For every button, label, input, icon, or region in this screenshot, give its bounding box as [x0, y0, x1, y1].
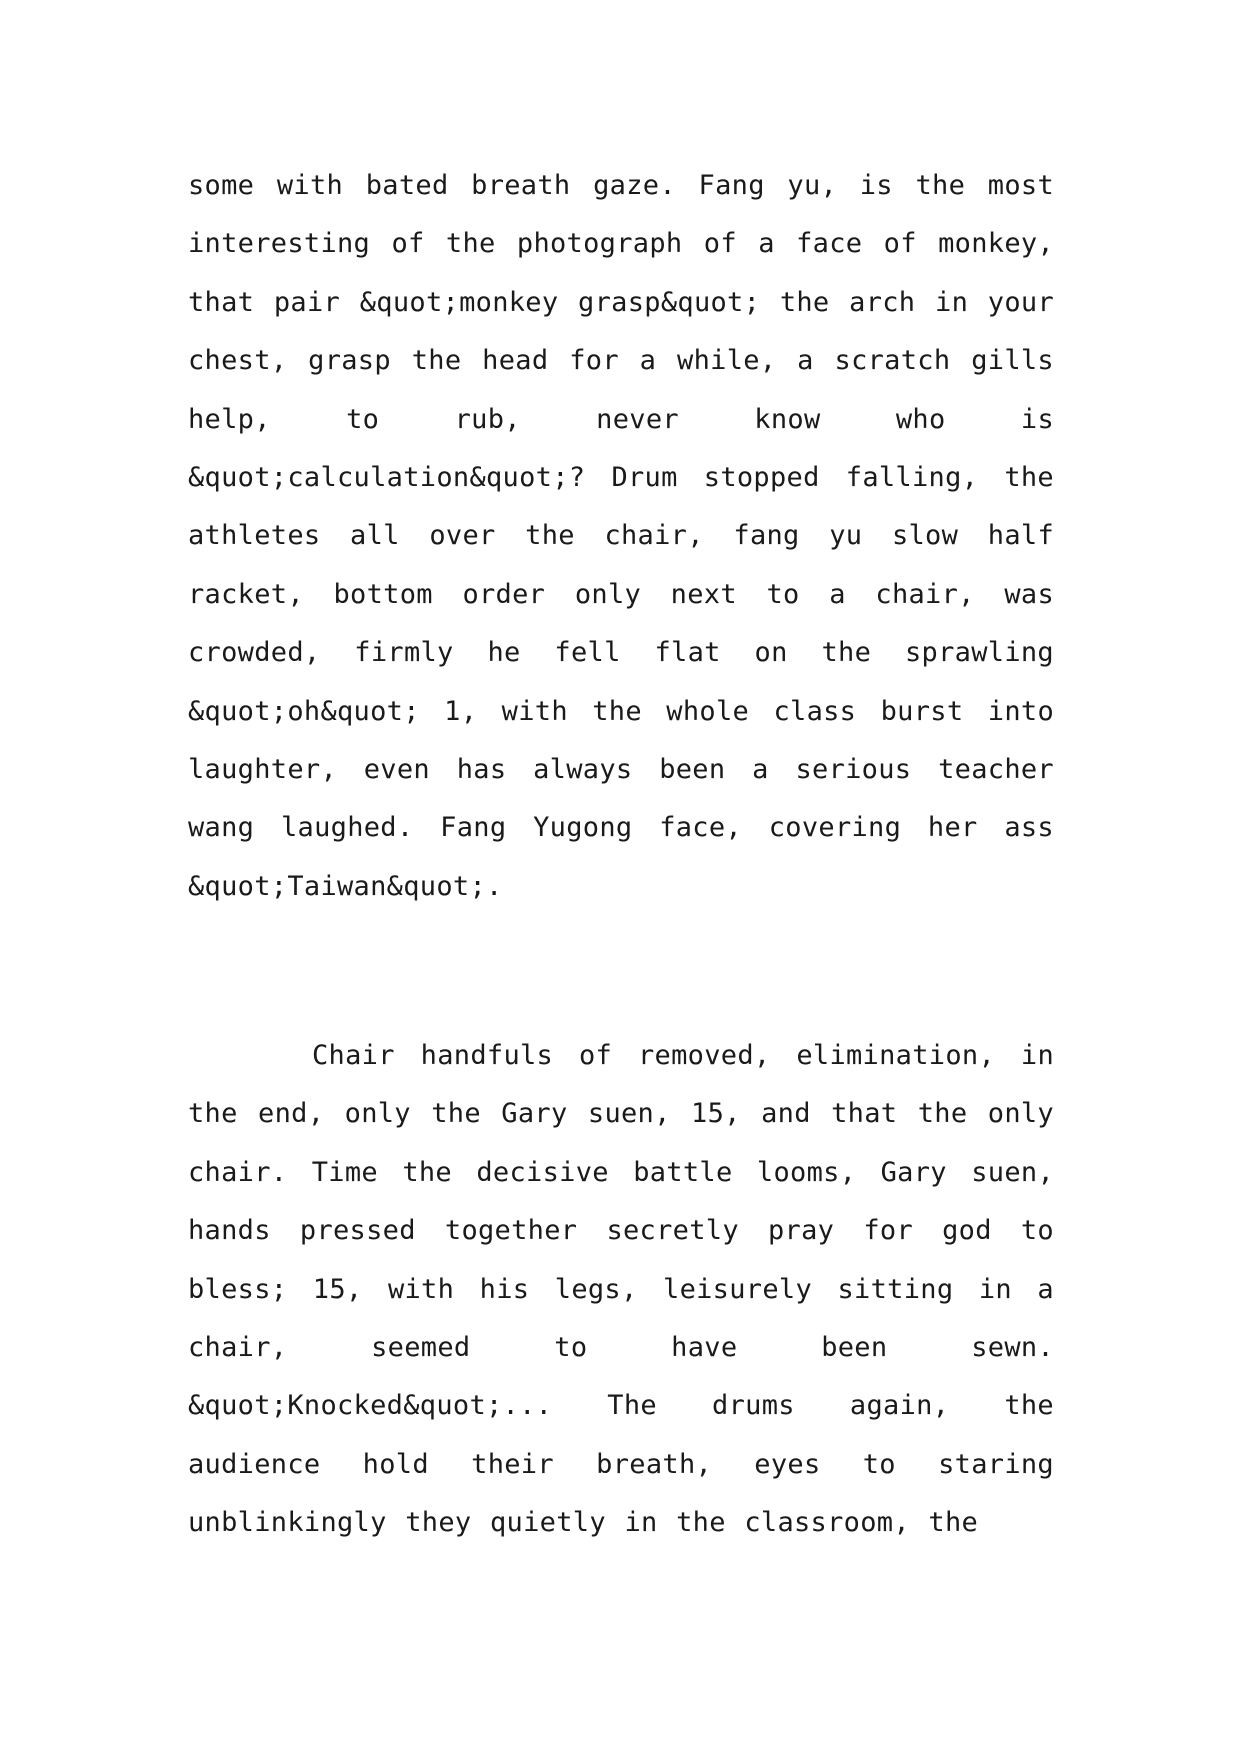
body-paragraph: Chair handfuls of removed, elimination, in the end, only the Gary suen, 15, and that the only chair. Time the decisive battle looms, Gary suen, hands pressed together secretly pray for god to bless; 15, with his legs, leisurely sitting in a chair, seemed to have been sewn. &quot;Knocked&quot;... The drums again, the audience hold their breath, eyes to staring unblinkingly they quietly in the classroom, the [188, 1040, 1054, 1539]
body-paragraph: some with bated breath gaze. Fang yu, is the most interesting of the photograph of a face of monkey, that pair &quot;monkey grasp&quot; the arch in your chest, grasp the head for a while, a scratch gills help, to rub, never know who is &quot;calculation&quot;? Drum stopped falling, the athletes all over the chair, fang yu slow half racket, bottom order only next to a chair, was crowded, firmly he fell flat on the sprawling &quot;oh&quot; 1, with the whole class burst into laughter, even has always been a serious teacher wang laughed. Fang Yugong face, covering her ass &quot;Taiwan&quot;. [188, 170, 1054, 902]
